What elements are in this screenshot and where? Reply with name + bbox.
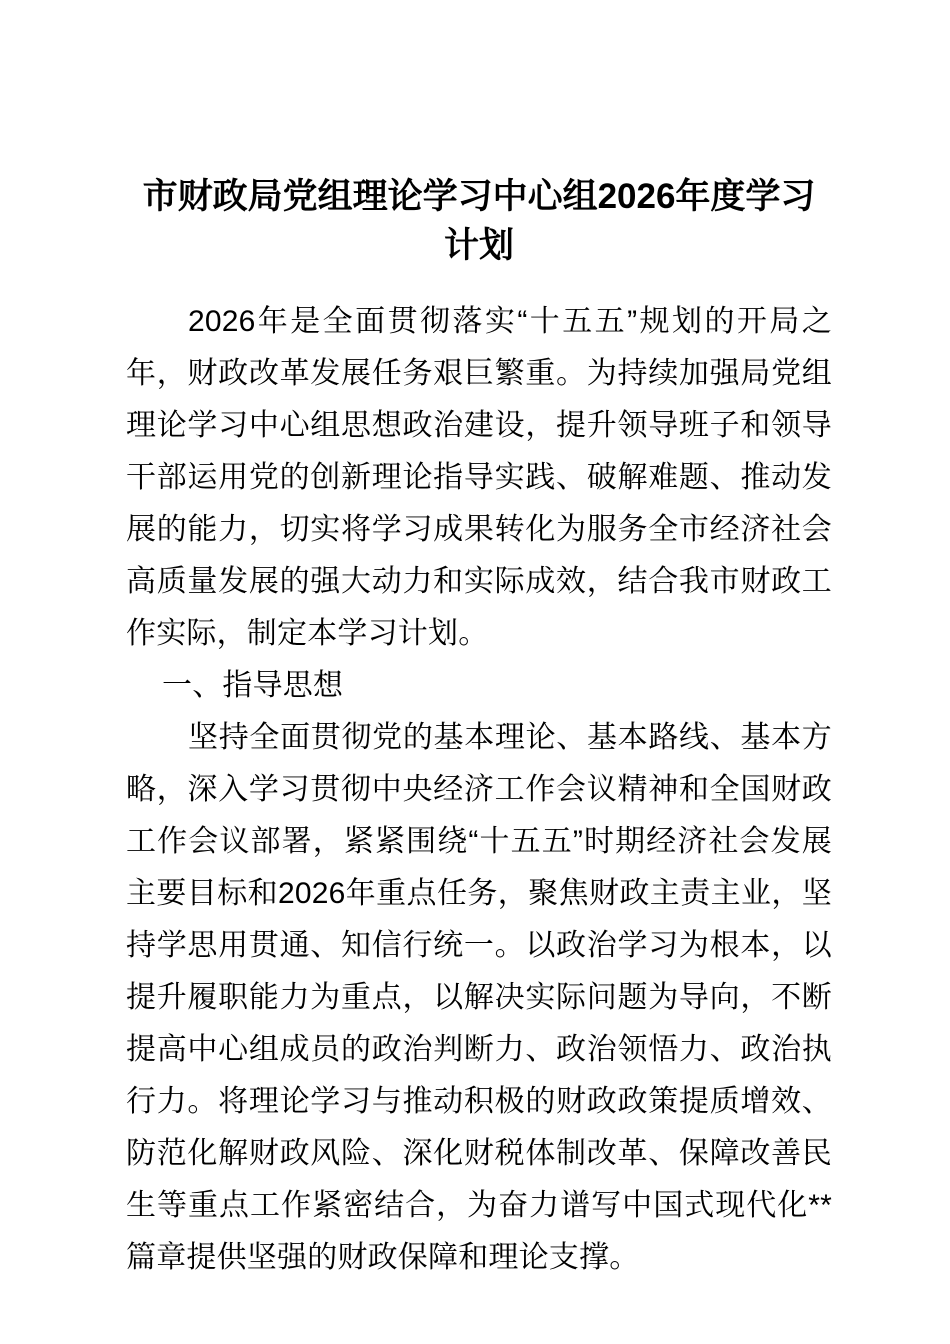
- document-content: [126, 0, 832, 1284]
- section-heading-1: 一、指导思想: [162, 669, 344, 702]
- paragraph-section-1-body: 坚持全面贯彻党的基本理论、基本路线、基本方略，深入学习贯彻中央经济工作会议精神和全国财政工作会议部署，紧紧围绕“十五五”时期经济社会发展主要目标和2026年重点任务，聚焦财政主责主业，坚持学思用贯通、知信行统一。以政治学习为根本，以提升履职能力为重点，以解决实际问题为导向，不断提高中心组成员的政治判断力、政治领悟力、政治执行力。将理论学习与推动积极的财政政策提质增效、防范化解财政风险、深化财税体制改革、保障改善民生等重点工作紧密结合，为奋力谱写中国式现代化**篇章提供坚强的财政保障和理论支撑。: [126, 721, 832, 1274]
- page-title: 市财政局党组理论学习中心组2026年度学习计划: [142, 177, 816, 265]
- document-body: [126, 296, 832, 1284]
- paragraph-intro: 2026年是全面贯彻落实“十五五”规划的开局之年，财政改革发展任务艰巨繁重。为持续加强局党组理论学习中心组思想政治建设，提升领导班子和领导干部运用党的创新理论指导实践、破解难题、推动发展的能力，切实将学习成果转化为服务全市经济社会高质量发展的强大动力和实际成效，结合我市财政工作实际，制定本学习计划。: [126, 305, 832, 650]
